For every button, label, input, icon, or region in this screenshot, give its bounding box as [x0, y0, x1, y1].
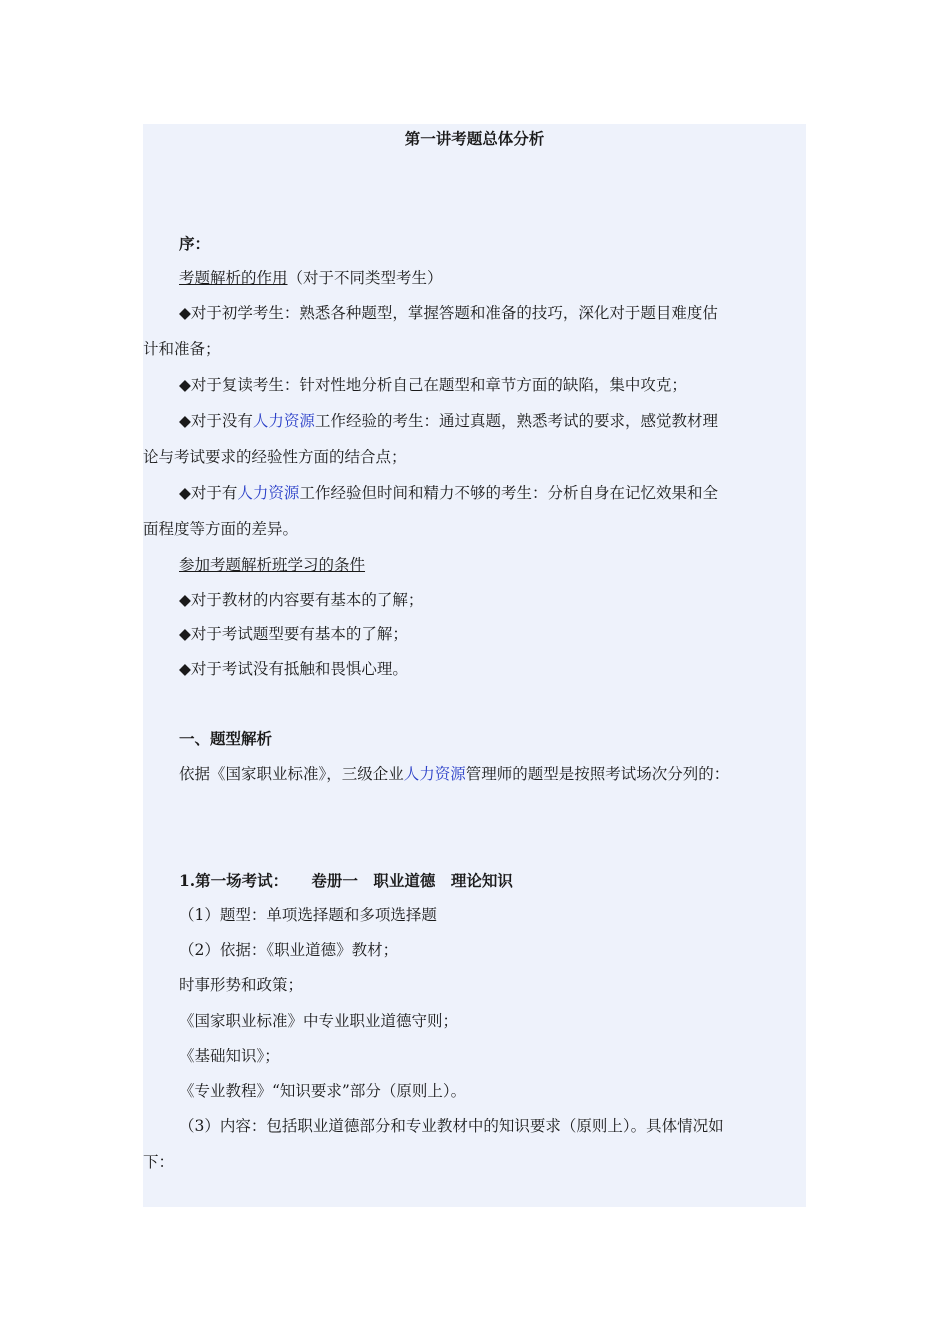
exam-1-content: （3）内容：包括职业道德部分和专业教材中的知识要求（原则上）。具体情况如: [179, 1117, 724, 1135]
part-1-heading: 一、题型解析: [179, 729, 273, 748]
exam-1-content-cont: 下：: [143, 1153, 175, 1171]
bullet-3-suffix: 工作经验的考生：通过真题，熟悉考试的要求，感觉教材理: [314, 412, 718, 430]
section-a-heading-note: （对于不同类型考生）: [287, 269, 443, 287]
exam-1-basis-item: 《国家职业标准》中专业职业道德守则；: [179, 1012, 459, 1030]
intro-prefix: 依据《国家职业标准》，三级企业: [179, 765, 404, 783]
hr-link[interactable]: 人力资源: [252, 412, 315, 430]
section-a-bullet-4: [143, 483, 806, 503]
exam-1-basis-item: 《基础知识》；: [179, 1047, 280, 1065]
exam-1-heading: 1.第一场考试： 卷册一 职业道德 理论知识: [179, 871, 513, 890]
exam-1-basis-item: 《专业教程》“知识要求”部分（原则上）。: [179, 1082, 467, 1100]
section-a-bullet-2: ◆对于复读考生：针对性地分析自己在题型和章节方面的缺陷，集中攻克；: [179, 376, 687, 394]
part-1-intro: [143, 764, 806, 784]
section-a-bullet-3-cont: 论与考试要求的经验性方面的结合点；: [143, 448, 407, 466]
intro-suffix: 管理师的题型是按照考试场次分列的：: [465, 765, 730, 783]
page-title: 第一讲考题总体分析: [404, 129, 545, 148]
hr-link[interactable]: 人力资源: [237, 484, 300, 502]
section-a-heading: 考题解析的作用: [179, 269, 288, 287]
section-a-bullet-1-cont: 计和准备；: [143, 340, 221, 358]
hr-link[interactable]: 人力资源: [403, 765, 466, 783]
section-a-heading-line: [143, 268, 806, 288]
section-a-bullet-1: ◆对于初学考生：熟悉各种题型，掌握答题和准备的技巧，深化对于题目难度估: [179, 304, 718, 322]
section-b-bullet-1: ◆对于教材的内容要有基本的了解；: [179, 591, 424, 609]
section-a-bullet-4-cont: 面程度等方面的差异。: [143, 520, 299, 538]
bullet-3-prefix: ◆对于没有: [179, 412, 253, 430]
section-b-heading: 参加考题解析班学习的条件: [179, 556, 366, 574]
section-a-bullet-3: [143, 411, 806, 431]
bullet-4-suffix: 工作经验但时间和精力不够的考生：分析自身在记忆效果和全: [299, 484, 718, 502]
preface-heading: 序：: [179, 234, 211, 253]
exam-1-basis-item: 时事形势和政策；: [179, 976, 304, 994]
section-b-bullet-2: ◆对于考试题型要有基本的了解；: [179, 625, 408, 643]
section-b-bullet-3: ◆对于考试没有抵触和畏惧心理。: [179, 660, 408, 678]
exam-1-basis: （2）依据：《职业道德》教材；: [179, 941, 399, 959]
bullet-4-prefix: ◆对于有: [179, 484, 238, 502]
exam-1-type: （1）题型：单项选择题和多项选择题: [179, 906, 437, 924]
